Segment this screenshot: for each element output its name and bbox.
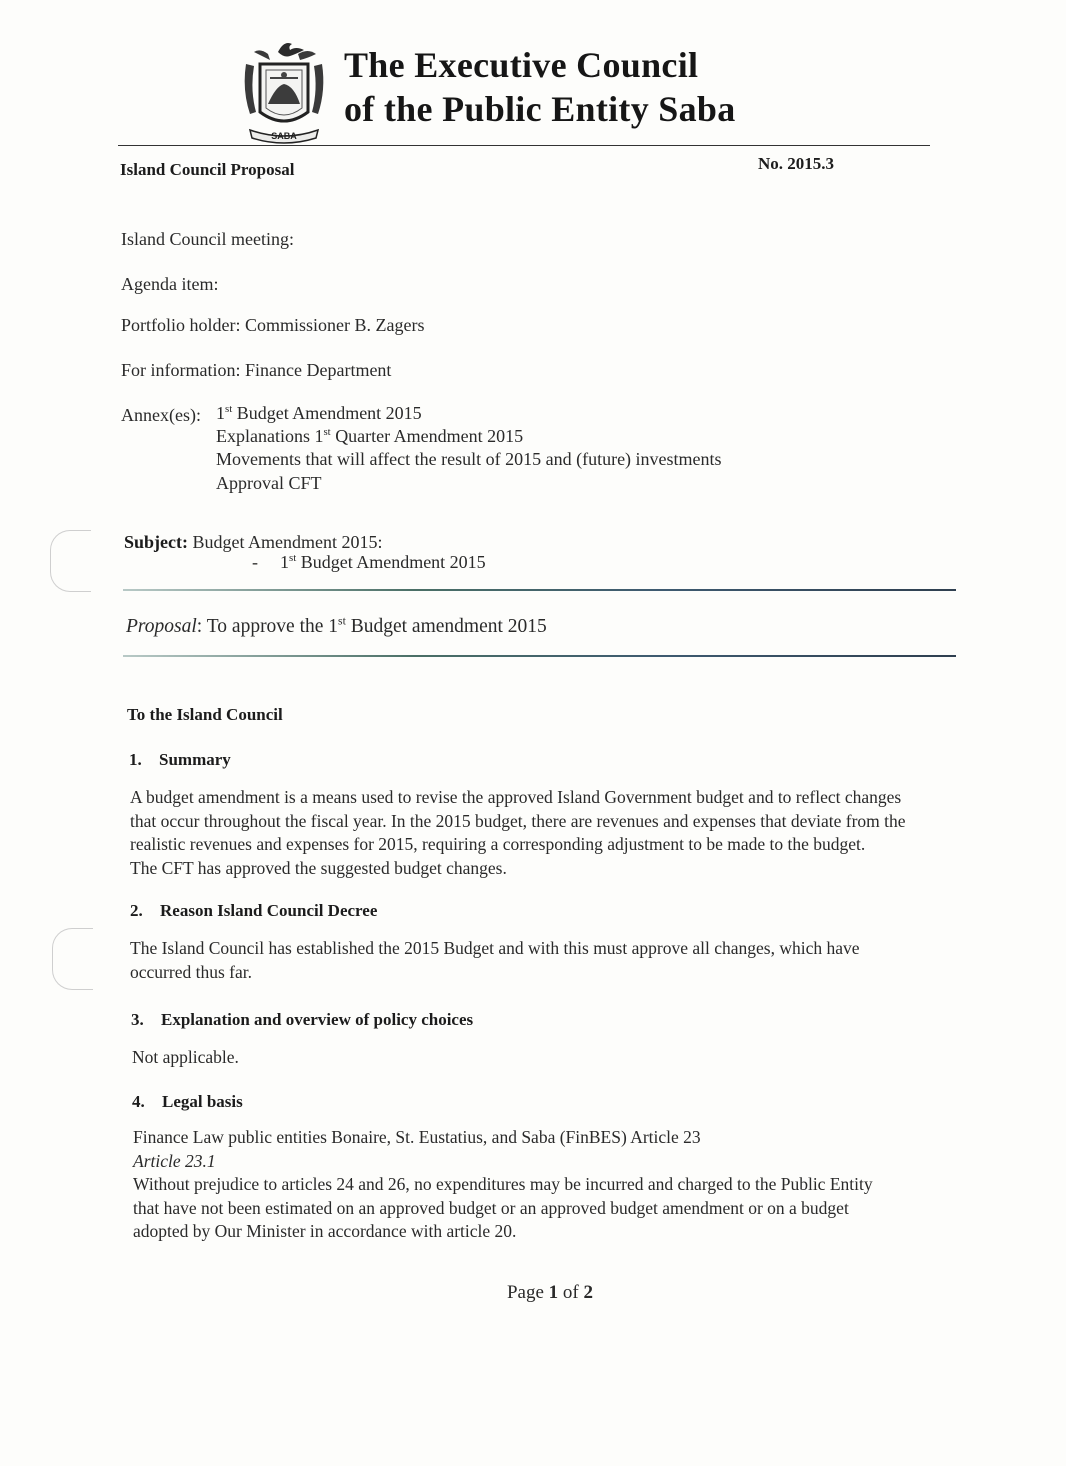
paragraph-line: realistic revenues and expenses for 2015, requiring a corresponding adjustment to be made to the budget.	[130, 834, 866, 854]
section-heading: 1. Summary	[129, 750, 231, 769]
section-heading: 4. Legal basis	[132, 1092, 243, 1111]
divider-top	[123, 589, 956, 591]
paragraph-line: adopted by Our Minister in accordance with article 20.	[133, 1221, 517, 1241]
saba-crest-logo	[238, 34, 330, 146]
proposal-line: Proposal: To approve the 1st Budget amendment 2015	[126, 614, 547, 637]
crest-ribbon-text: SABA	[271, 131, 297, 141]
section-body	[133, 1126, 1013, 1244]
subject-text: Budget Amendment 2015:	[192, 532, 383, 552]
section-heading: 3. Explanation and overview of policy choices	[131, 1010, 474, 1029]
document-title-line2: of the Public Entity Saba	[344, 89, 736, 129]
paragraph-line: The Island Council has established the 2015 Budget and with this must approve all changes, which have	[130, 938, 860, 958]
section-body	[132, 1046, 1012, 1070]
section-body	[130, 937, 1010, 984]
paragraph-line: A budget amendment is a means used to revise the approved Island Government budget and to reflect changes	[130, 787, 902, 807]
paragraph-line: Without prejudice to articles 24 and 26, no expenditures may be incurred and charged to the Public Entity	[133, 1174, 873, 1194]
proposal-label: Proposal	[126, 616, 197, 637]
document-title-line1: The Executive Council	[344, 45, 699, 85]
law-reference: Finance Law public entities Bonaire, St. Eustatius, and Saba (FinBES) Article 23	[133, 1127, 701, 1147]
annex-item: 1st Budget Amendment 2015	[216, 403, 422, 423]
section-body	[130, 786, 1010, 880]
punch-hole-shadow	[50, 530, 91, 592]
portfolio-holder-field: Portfolio holder: Commissioner B. Zagers	[121, 315, 425, 335]
annex-item: Explanations 1st Quarter Amendment 2015	[216, 426, 524, 446]
for-information-field: For information: Finance Department	[121, 360, 392, 380]
header-rule	[118, 145, 930, 146]
meeting-field: Island Council meeting:	[121, 229, 294, 249]
doc-number: No. 2015.3	[758, 154, 835, 173]
divider-bottom	[123, 655, 956, 657]
paragraph-line: that occur throughout the fiscal year. In the 2015 budget, there are revenues and expenses that deviate from the	[130, 810, 906, 831]
subject-line	[124, 532, 382, 553]
addressee: To the Island Council	[127, 705, 283, 724]
section-heading: 2. Reason Island Council Decree	[130, 901, 378, 920]
article-reference: Article 23.1	[133, 1150, 216, 1171]
paragraph-line: that have not been estimated on an approved budget or an approved budget amendment or on a budget	[133, 1197, 849, 1218]
agenda-item-field: Agenda item:	[121, 274, 219, 294]
paragraph-line: occurred thus far.	[130, 961, 252, 982]
paragraph-line: Not applicable.	[132, 1047, 239, 1067]
annex-item: Approval CFT	[216, 473, 322, 493]
page-number: Page 1 of 2	[506, 1282, 593, 1303]
paragraph-line: The CFT has approved the suggested budget changes.	[130, 857, 507, 878]
doc-type-label: Island Council Proposal	[120, 160, 295, 179]
subject-subitem: - 1st Budget Amendment 2015	[252, 552, 486, 572]
punch-hole-shadow	[52, 928, 93, 990]
subject-label: Subject:	[124, 532, 188, 552]
annex-label: Annex(es):	[121, 405, 201, 425]
annex-item: Movements that will affect the result of 2015 and (future) investments	[216, 449, 722, 469]
